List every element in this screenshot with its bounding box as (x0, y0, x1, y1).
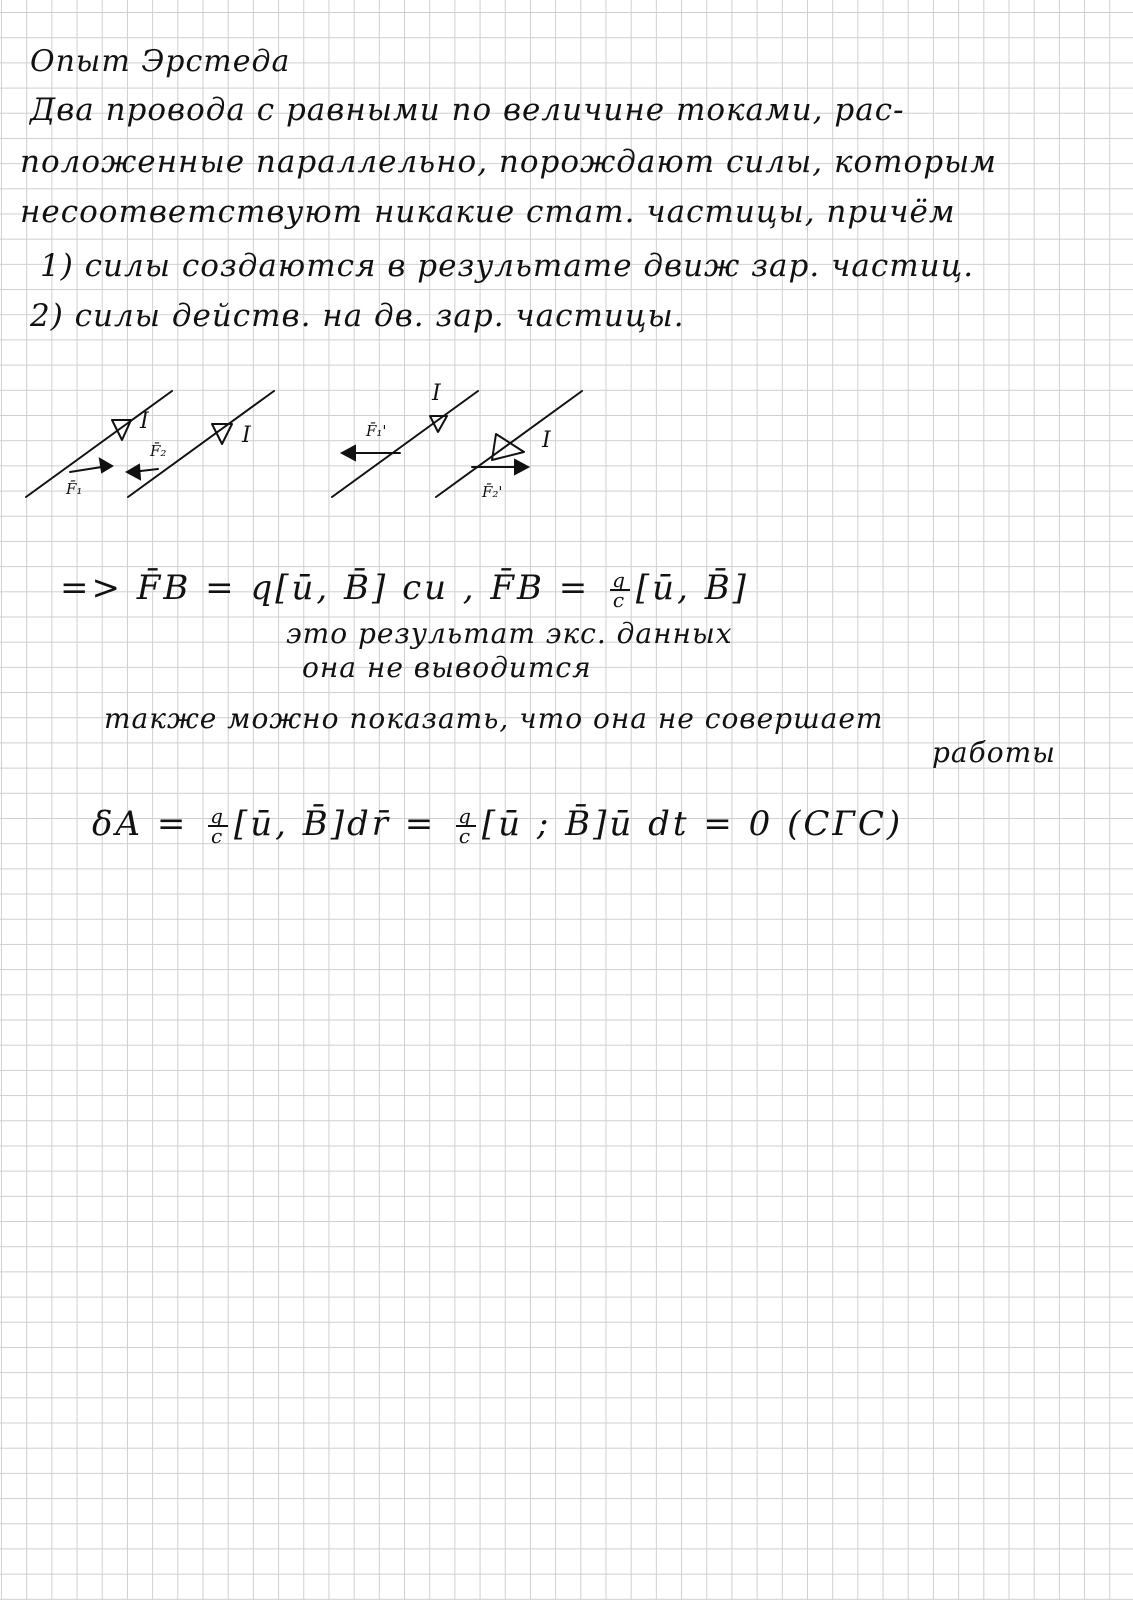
not-derived-line: она не выводится (302, 651, 592, 684)
wires-figure (0, 0, 1133, 520)
fraction-denominator: c (612, 588, 628, 612)
fraction-numerator: q (210, 804, 226, 828)
note-title: Опыт Эрстеда (30, 44, 291, 79)
force-label-f1: F̄₁ (66, 480, 83, 498)
fraction-numerator: q (612, 568, 628, 592)
arrow-head-icon (515, 460, 528, 474)
arrow-head-icon (342, 446, 355, 460)
wire-4 (436, 391, 582, 497)
arrow-head-icon (127, 465, 140, 479)
current-label: I (140, 409, 149, 434)
lorentz-formula-main: => F̄B = q[ū, B̄] си , F̄B = (60, 568, 605, 608)
current-label: I (242, 423, 251, 448)
work-word: работы (932, 736, 1056, 769)
fraction-q-over-c (208, 804, 228, 848)
note-line-2: положенные параллельно, порождают силы, которым (20, 144, 997, 180)
note-list-item-1: 1) силы создаются в результате движ зар. частиц. (40, 248, 975, 284)
force-label-f2-prime: F̄₂' (482, 483, 503, 501)
wire-3 (332, 391, 478, 497)
note-line-1: Два провода с равными по величине токами, рас- (30, 92, 905, 128)
fraction-denominator: c (210, 824, 226, 848)
fraction-denominator: c (458, 824, 474, 848)
arrow-head-icon (100, 459, 112, 472)
work-formula (92, 804, 904, 848)
current-label: I (432, 381, 441, 406)
work-formula-end: [ū ; B̄]ū dt = 0 (СГС) (481, 804, 904, 844)
fraction-q-over-c (610, 568, 630, 612)
current-label: I (542, 428, 551, 453)
force-label-f1-prime: F̄₁' (366, 422, 387, 440)
experimental-result-line: это результат экс. данных (286, 617, 733, 650)
note-line-3: несоответствуют никакие стат. частицы, причём (20, 194, 956, 230)
force-label-f2: F̄₂ (150, 442, 167, 460)
fraction-q-over-c (456, 804, 476, 848)
fraction-numerator: q (458, 804, 474, 828)
lorentz-formula-tail: [ū, B̄] (635, 568, 749, 608)
note-list-item-2: 2) силы действ. на дв. зар. частицы. (30, 298, 685, 334)
work-formula-start: δA = (92, 804, 203, 844)
current-arrow-icon (492, 434, 524, 460)
no-work-line: также можно показать, что она не совершает (104, 702, 884, 735)
work-formula-middle: [ū, B̄]dr̄ = (233, 804, 451, 844)
lorentz-formula (60, 568, 749, 612)
